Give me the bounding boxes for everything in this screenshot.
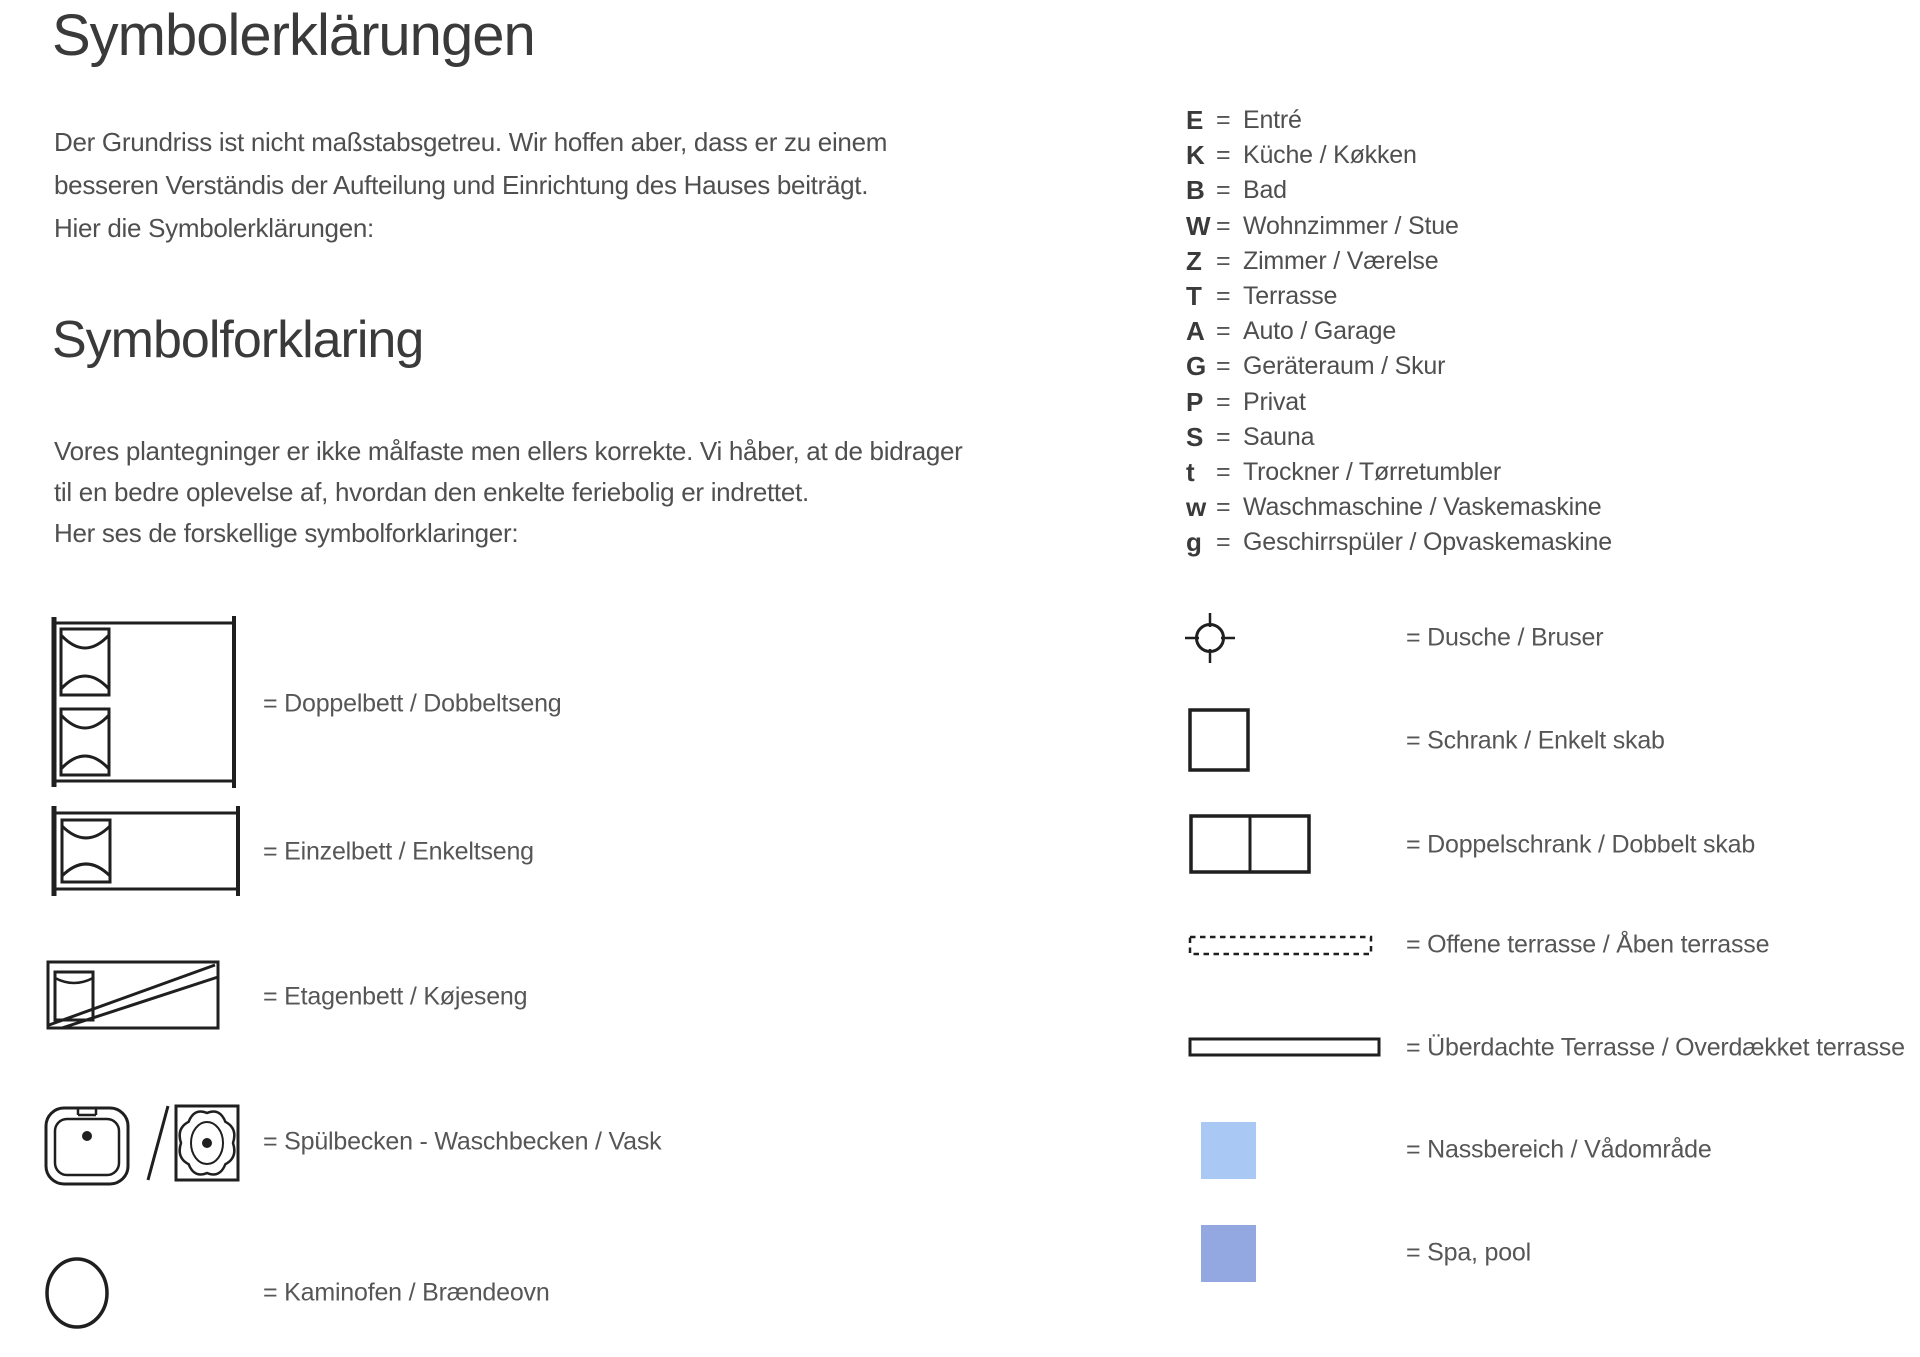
intro-de-line-2: besseren Verständis der Aufteilung und Einrichtung des Hauses beiträgt.: [54, 170, 869, 200]
room-code-row: [1186, 349, 1612, 384]
wood-stove-label: = Kaminofen / Brændeovn: [263, 1278, 550, 1307]
equals-sign: =: [1216, 457, 1231, 486]
room-code-row: [1186, 138, 1612, 173]
room-code-key: W: [1186, 210, 1211, 241]
equals-sign: =: [1216, 493, 1231, 522]
room-code-value: Küche / Køkken: [1243, 141, 1417, 170]
room-code-key: Z: [1186, 245, 1202, 276]
room-code-value: Entré: [1243, 106, 1302, 135]
room-code-key: P: [1186, 386, 1204, 417]
wet-area-label: = Nassbereich / Vådområde: [1406, 1135, 1712, 1164]
room-code-key: S: [1186, 421, 1204, 452]
shower-icon: [1184, 612, 1236, 664]
wet-area-swatch: [1201, 1122, 1256, 1179]
room-code-key: G: [1186, 351, 1207, 382]
room-code-value: Privat: [1243, 387, 1306, 416]
intro-de-line-3: Hier die Symbolerklärungen:: [54, 213, 374, 243]
equals-sign: =: [1216, 387, 1231, 416]
room-code-row: [1186, 455, 1612, 490]
single-wardrobe-icon: [1188, 708, 1252, 774]
equals-sign: =: [1216, 528, 1231, 557]
room-code-key: g: [1186, 527, 1202, 558]
room-code-row: [1186, 173, 1612, 208]
double-bed-icon: [46, 616, 240, 788]
room-code-key: K: [1186, 140, 1205, 171]
equals-sign: =: [1216, 422, 1231, 451]
room-code-row: [1186, 103, 1612, 138]
intro-paragraph-german: [54, 121, 887, 250]
single-wardrobe-label: = Schrank / Enkelt skab: [1406, 726, 1665, 755]
room-code-value: Sauna: [1243, 422, 1315, 451]
double-wardrobe-icon: [1189, 814, 1313, 876]
room-code-row: [1186, 490, 1612, 525]
shower-label: = Dusche / Bruser: [1406, 623, 1604, 652]
room-code-row: [1186, 279, 1612, 314]
page-title-danish: Symbolforklaring: [52, 311, 424, 369]
room-code-row: [1186, 209, 1612, 244]
equals-sign: =: [1216, 141, 1231, 170]
single-bed-label: = Einzelbett / Enkeltseng: [263, 837, 534, 866]
room-code-row: [1186, 385, 1612, 420]
room-code-row: [1186, 420, 1612, 455]
bunk-bed-icon: [46, 960, 220, 1032]
room-code-key: A: [1186, 316, 1205, 347]
open-terrace-label: = Offene terrasse / Åben terrasse: [1406, 930, 1770, 959]
intro-da-line-1: Vores plantegninger er ikke målfaste men ellers korrekte. Vi håber, at de bidrager: [54, 436, 963, 466]
equals-sign: =: [1216, 317, 1231, 346]
wood-stove-icon: [44, 1256, 110, 1330]
room-code-value: Auto / Garage: [1243, 317, 1397, 346]
single-bed-icon: [46, 806, 244, 896]
spa-pool-label: = Spa, pool: [1406, 1238, 1531, 1267]
covered-terrace-icon: [1188, 1037, 1382, 1059]
room-code-value: Waschmaschine / Vaskemaskine: [1243, 493, 1602, 522]
covered-terrace-label: = Überdachte Terrasse / Overdækket terrasse: [1406, 1033, 1905, 1062]
room-code-row: [1186, 525, 1612, 560]
room-code-value: Zimmer / Værelse: [1243, 246, 1439, 275]
room-code-key: t: [1186, 456, 1195, 487]
equals-sign: =: [1216, 106, 1231, 135]
open-terrace-icon: [1188, 934, 1374, 958]
equals-sign: =: [1216, 211, 1231, 240]
intro-de-line-1: Der Grundriss ist nicht maßstabsgetreu. Wir hoffen aber, dass er zu einem: [54, 127, 888, 157]
room-code-row: [1186, 244, 1612, 279]
room-code-row: [1186, 314, 1612, 349]
room-code-legend: [1186, 103, 1612, 560]
double-wardrobe-label: = Doppelschrank / Dobbelt skab: [1406, 830, 1756, 859]
equals-sign: =: [1216, 282, 1231, 311]
room-code-key: E: [1186, 105, 1204, 136]
room-code-value: Geschirrspüler / Opvaskemaskine: [1243, 528, 1612, 557]
room-code-value: Trockner / Tørretumbler: [1243, 457, 1501, 486]
sink-washbasin-label: = Spülbecken - Waschbecken / Vask: [263, 1127, 662, 1156]
room-code-value: Geräteraum / Skur: [1243, 352, 1446, 381]
bunk-bed-label: = Etagenbett / Køjeseng: [263, 982, 528, 1011]
double-bed-label: = Doppelbett / Dobbeltseng: [263, 689, 562, 718]
room-code-key: T: [1186, 281, 1202, 312]
room-code-value: Wohnzimmer / Stue: [1243, 211, 1459, 240]
page-title-german: Symbolerklärungen: [52, 3, 535, 68]
room-code-key: B: [1186, 175, 1205, 206]
equals-sign: =: [1216, 176, 1231, 205]
room-code-key: w: [1186, 492, 1207, 523]
spa-pool-swatch: [1201, 1225, 1256, 1282]
sink-washbasin-icon: [44, 1100, 240, 1186]
intro-da-line-2: til en bedre oplevelse af, hvordan den enkelte feriebolig er indrettet.: [54, 477, 809, 507]
equals-sign: =: [1216, 246, 1231, 275]
room-code-value: Terrasse: [1243, 282, 1338, 311]
equals-sign: =: [1216, 352, 1231, 381]
intro-da-line-3: Her ses de forskellige symbolforklaringer:: [54, 518, 519, 548]
room-code-value: Bad: [1243, 176, 1287, 205]
intro-paragraph-danish: [54, 431, 963, 554]
